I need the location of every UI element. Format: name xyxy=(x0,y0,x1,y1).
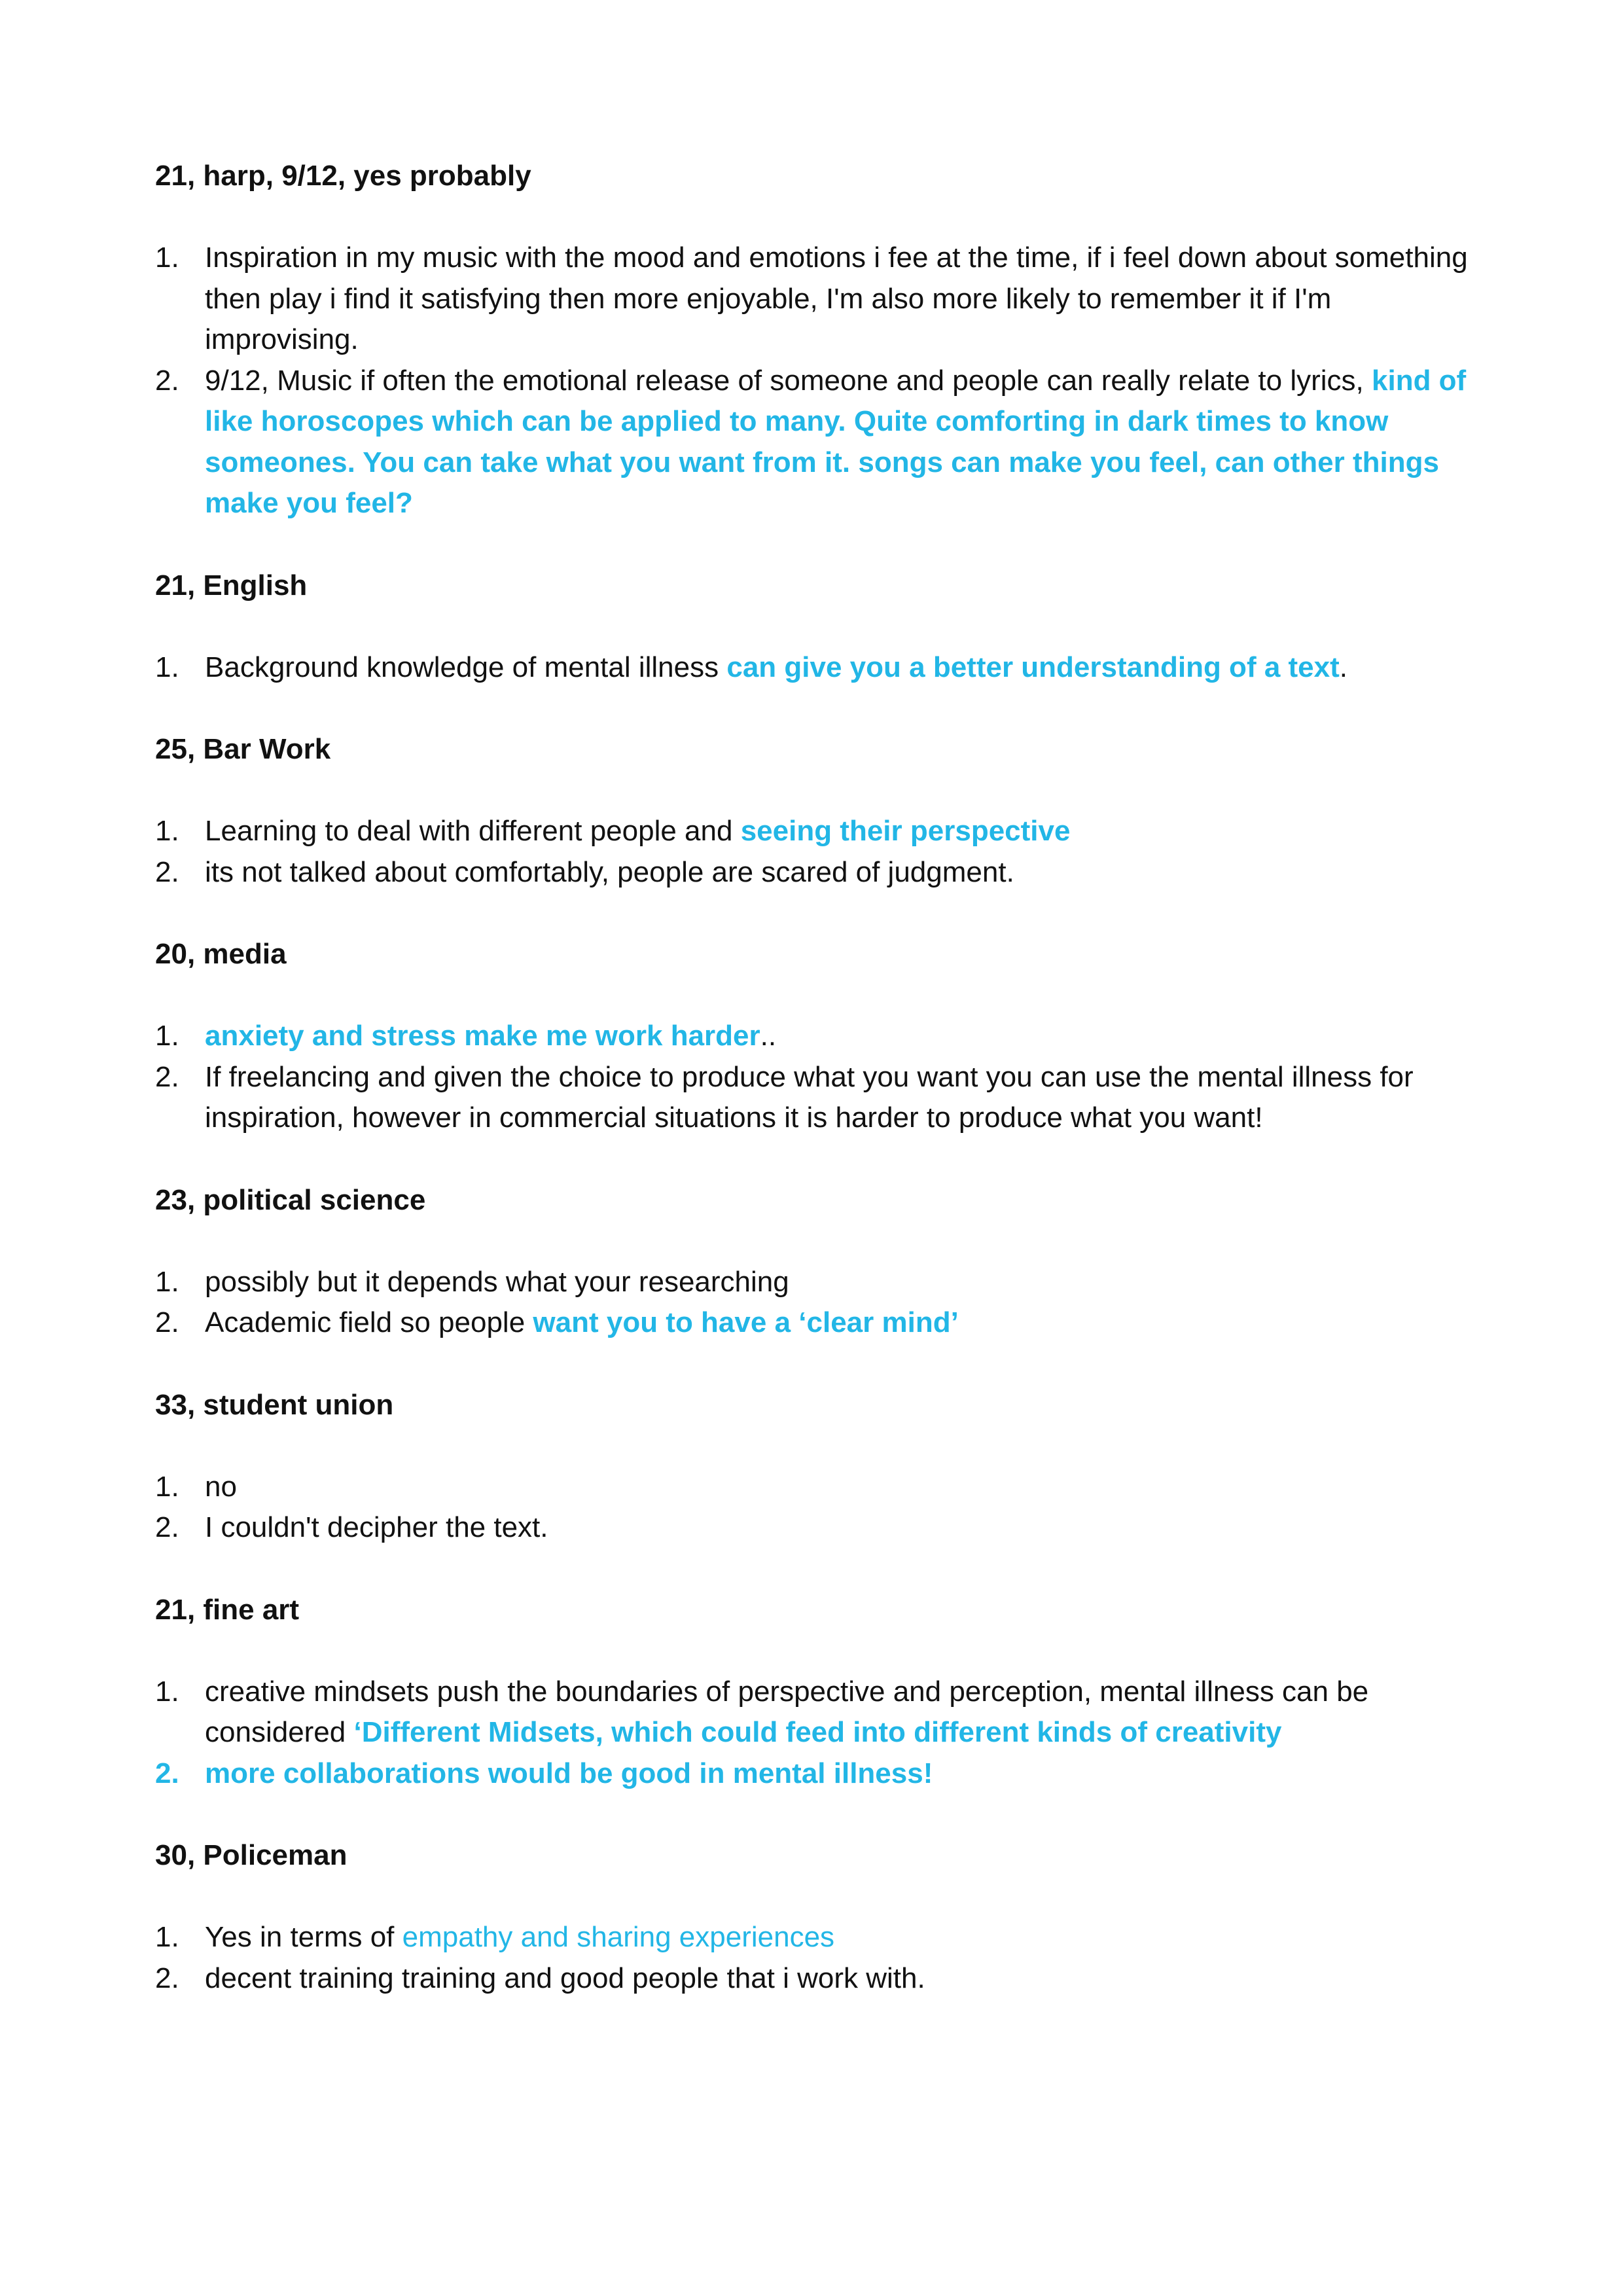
list-item xyxy=(155,238,1477,361)
highlighted-text: can give you a better understanding of a text xyxy=(726,651,1340,683)
response-entry xyxy=(155,729,1477,893)
item-text: its not talked about comfortably, people are scared of judgment. xyxy=(205,855,1014,888)
entry-heading: 33, student union xyxy=(155,1388,394,1421)
item-text: Inspiration in my music with the mood and emotions i fee at the time, if i feel down about something then play i find it satisfying then more enjoyable, I'm also more likely to remember it if I'm improvising. xyxy=(205,242,1468,355)
item-text: Learning to deal with different people and xyxy=(205,815,741,847)
response-entry xyxy=(155,1180,1477,1344)
item-number: 1. xyxy=(155,1675,179,1708)
entry-heading: 20, media xyxy=(155,938,287,970)
response-list xyxy=(155,1917,1477,1999)
list-item xyxy=(155,1016,1477,1057)
item-text: 9/12, Music if often the emotional release of someone and people can really relate to lyrics, xyxy=(205,364,1372,397)
list-item xyxy=(155,1057,1477,1139)
item-text: creative mindsets push the boundaries of perspective and perception, mental illness can be considered xyxy=(205,1675,1369,1748)
response-list xyxy=(155,238,1477,524)
highlighted-text: empathy and sharing experiences xyxy=(402,1921,835,1953)
response-list xyxy=(155,811,1477,893)
document-page xyxy=(155,156,1477,1999)
entry-heading: 21, fine art xyxy=(155,1593,300,1626)
item-number: 2. xyxy=(155,1511,179,1543)
entry-heading: 23, political science xyxy=(155,1183,426,1216)
highlighted-text: want you to have a ‘clear mind’ xyxy=(533,1306,959,1338)
entry-heading: 21, English xyxy=(155,569,308,601)
item-text: Background knowledge of mental illness xyxy=(205,651,727,683)
item-number: 2. xyxy=(155,1060,179,1093)
item-text: I couldn't decipher the text. xyxy=(205,1511,548,1543)
item-number: 2. xyxy=(155,1306,179,1338)
list-item xyxy=(155,852,1477,893)
item-number: 1. xyxy=(155,1921,179,1953)
item-text: If freelancing and given the choice to produce what you want you can use the mental illness for inspiration, however in commercial situations it is harder to produce what you want! xyxy=(205,1060,1414,1134)
list-item xyxy=(155,1958,1477,2000)
item-number: 1. xyxy=(155,815,179,847)
highlighted-text: ‘Different Midsets, which could feed into different kinds of creativity xyxy=(353,1716,1282,1748)
list-item xyxy=(155,1262,1477,1303)
item-number: 2. xyxy=(155,1962,179,1994)
response-list xyxy=(155,1672,1477,1795)
item-text: no xyxy=(205,1470,237,1503)
item-number: 1. xyxy=(155,651,179,683)
response-entry xyxy=(155,565,1477,689)
highlighted-text: anxiety and stress make me work harder xyxy=(205,1020,760,1052)
entry-heading: 21, harp, 9/12, yes probably xyxy=(155,160,531,192)
list-item xyxy=(155,811,1477,852)
item-text: .. xyxy=(760,1020,777,1052)
response-list xyxy=(155,1016,1477,1139)
item-text: possibly but it depends what your researching xyxy=(205,1265,789,1298)
response-entry xyxy=(155,1590,1477,1795)
list-item xyxy=(155,647,1477,689)
item-text: decent training training and good people that i work with. xyxy=(205,1962,925,1994)
list-item xyxy=(155,361,1477,524)
item-number: 2. xyxy=(155,1757,179,1789)
highlighted-text: seeing their perspective xyxy=(740,815,1071,847)
list-item xyxy=(155,1753,1477,1795)
response-entry xyxy=(155,1385,1477,1549)
entry-heading: 25, Bar Work xyxy=(155,733,331,765)
response-list xyxy=(155,1262,1477,1344)
highlighted-text: more collaborations would be good in mental illness! xyxy=(205,1757,933,1789)
highlighted-text: kind of like horoscopes which can be applied to many. Quite comforting in dark times to know someones. You can take what you want from it. songs can make you feel, can other things make you feel? xyxy=(205,364,1467,519)
list-item xyxy=(155,1302,1477,1344)
item-number: 1. xyxy=(155,242,179,274)
item-number: 1. xyxy=(155,1265,179,1298)
item-number: 2. xyxy=(155,855,179,888)
list-item xyxy=(155,1917,1477,1958)
item-text: . xyxy=(1339,651,1347,683)
list-item xyxy=(155,1507,1477,1549)
response-entry xyxy=(155,934,1477,1139)
entry-heading: 30, Policeman xyxy=(155,1839,348,1871)
item-text: Yes in terms of xyxy=(205,1921,402,1953)
response-list xyxy=(155,647,1477,689)
list-item xyxy=(155,1467,1477,1508)
response-entry xyxy=(155,156,1477,524)
item-number: 2. xyxy=(155,364,179,397)
item-text: Academic field so people xyxy=(205,1306,533,1338)
item-number: 1. xyxy=(155,1020,179,1052)
list-item xyxy=(155,1672,1477,1753)
response-entry xyxy=(155,1835,1477,1999)
response-list xyxy=(155,1467,1477,1549)
item-number: 1. xyxy=(155,1470,179,1503)
